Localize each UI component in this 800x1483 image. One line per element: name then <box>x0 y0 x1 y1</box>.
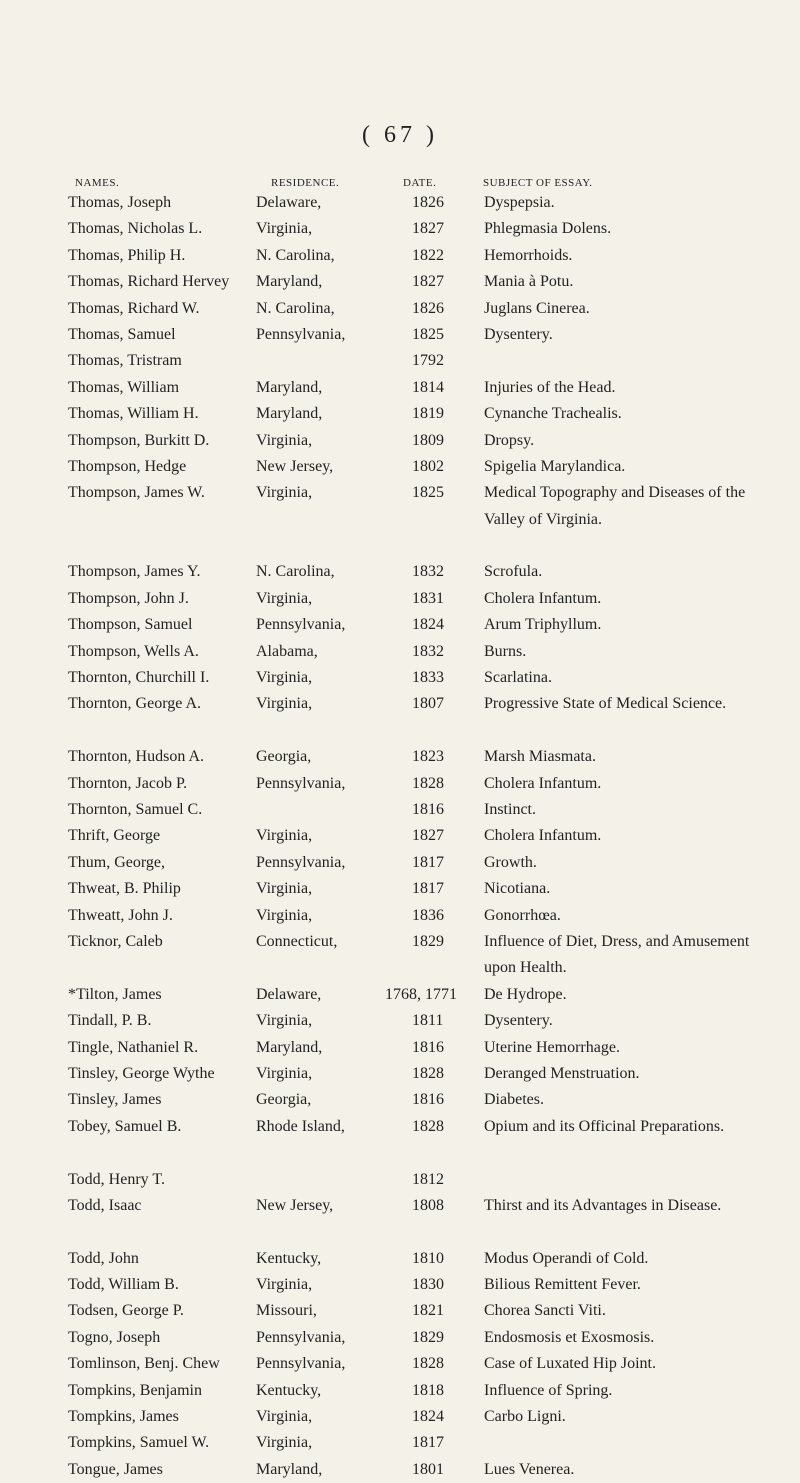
entry-subject: Uterine Hemorrhage. <box>484 1038 620 1056</box>
entry-name: Thweatt, John J. <box>68 906 173 924</box>
entry-residence: Virginia, <box>256 880 313 898</box>
entry-date: 1827 <box>412 273 444 291</box>
entry-name: *Tilton, James <box>68 985 162 1003</box>
table-row <box>0 1246 800 1272</box>
entry-residence: Virginia, <box>256 1434 313 1452</box>
header-date: DATE. <box>403 177 437 189</box>
entry-name: Thompson, James W. <box>68 484 205 502</box>
entry-date: 1831 <box>412 589 444 607</box>
entry-date: 1812 <box>412 1170 444 1188</box>
table-row <box>0 1193 800 1246</box>
entry-name: Tingle, Nathaniel R. <box>68 1038 199 1056</box>
entry-name: Tompkins, Benjamin <box>68 1381 202 1399</box>
page-number: ( 67 ) <box>362 122 438 148</box>
entry-residence: N. Carolina, <box>256 246 335 264</box>
entry-date: 1828 <box>412 1355 444 1373</box>
entry-residence: Virginia, <box>256 220 313 238</box>
entry-residence: Virginia, <box>256 589 313 607</box>
table-row <box>0 586 800 612</box>
entry-date: 1801 <box>412 1460 444 1478</box>
entry-residence: Virginia, <box>256 906 313 924</box>
table-row <box>0 1061 800 1087</box>
table-row <box>0 322 800 348</box>
entry-date: 1808 <box>412 1196 444 1214</box>
entry-name: Tomlinson, Benj. Chew <box>68 1355 220 1373</box>
entry-subject: Lues Venerea. <box>484 1460 575 1478</box>
table-row <box>0 639 800 665</box>
entry-residence: Virginia, <box>256 695 313 713</box>
table-row <box>0 1325 800 1351</box>
entry-name: Thompson, Samuel <box>68 616 193 634</box>
table-row <box>0 691 800 744</box>
entry-subject: Cynanche Trachealis. <box>484 405 622 423</box>
table-row <box>0 348 800 374</box>
header-names: NAMES. <box>75 177 120 189</box>
entry-name: Thomas, Philip H. <box>68 246 186 264</box>
entry-residence: New Jersey, <box>256 1196 334 1214</box>
entry-subject: Bilious Remittent Fever. <box>484 1276 641 1294</box>
table-row <box>0 559 800 585</box>
entry-date: 1832 <box>412 642 444 660</box>
entry-name: Ticknor, Caleb <box>68 932 163 950</box>
entry-date: 1832 <box>412 563 444 581</box>
entry-subject: Carbo Ligni. <box>484 1408 566 1426</box>
entry-subject: Arum Triphyllum. <box>484 616 602 634</box>
entry-name: Thornton, Samuel C. <box>68 801 203 819</box>
entry-name: Tinsley, George Wythe <box>68 1064 215 1082</box>
entry-date: 1826 <box>412 194 444 211</box>
entry-date: 1825 <box>412 325 444 343</box>
entry-subject: Mania à Potu. <box>484 273 574 291</box>
table-row <box>0 1430 800 1456</box>
entry-subject: Growth. <box>484 853 537 871</box>
entry-subject: Opium and its Officinal Preparations. <box>484 1117 725 1135</box>
table-row <box>0 243 800 269</box>
entry-date: 1817 <box>412 1434 444 1452</box>
table-row <box>0 428 800 454</box>
entry-residence: Pennsylvania, <box>256 616 346 634</box>
entry-subject: Endosmosis et Exosmosis. <box>484 1328 655 1346</box>
entry-name: Tobey, Samuel B. <box>68 1117 182 1135</box>
entry-subject: Deranged Menstruation. <box>484 1064 640 1082</box>
entry-subject: Cholera Infantum. <box>484 589 602 607</box>
entry-subject: Dysentery. <box>484 325 553 343</box>
entry-residence: N. Carolina, <box>256 299 335 317</box>
table-row <box>0 480 800 559</box>
entry-residence: Virginia, <box>256 1012 313 1030</box>
entry-subject: Dyspepsia. <box>484 194 555 211</box>
entry-date: 1824 <box>412 616 444 634</box>
entry-residence: Rhode Island, <box>256 1117 345 1135</box>
table-row <box>0 1457 800 1483</box>
table-row <box>0 1351 800 1377</box>
table-row <box>0 1087 800 1113</box>
entry-date: 1816 <box>412 1038 444 1056</box>
entry-date: 1792 <box>412 352 444 370</box>
entry-subject: Thirst and its Advantages in Disease. <box>484 1196 722 1214</box>
entry-subject: Spigelia Marylandica. <box>484 457 626 475</box>
table-row <box>0 1272 800 1298</box>
entry-name: Thomas, Joseph <box>68 194 172 211</box>
entry-subject: Dysentery. <box>484 1012 553 1030</box>
table-row <box>0 1378 800 1404</box>
entry-name: Thomas, Richard Hervey <box>68 273 230 291</box>
entry-residence: Maryland, <box>256 273 323 291</box>
entry-name: Thomas, Richard W. <box>68 299 200 317</box>
column-headers <box>0 177 800 191</box>
entry-residence: Kentucky, <box>256 1249 322 1267</box>
table-row <box>0 744 800 770</box>
entry-subject: Juglans Cinerea. <box>484 299 590 317</box>
entry-name: Thomas, Tristram <box>68 352 182 370</box>
entry-name: Thomas, Nicholas L. <box>68 220 203 238</box>
entry-date: 1823 <box>412 748 444 766</box>
entry-date: 1828 <box>412 1064 444 1082</box>
entry-residence: Missouri, <box>256 1302 317 1320</box>
entry-subject: Gonorrhœa. <box>484 906 561 924</box>
entry-date: 1811 <box>412 1012 444 1030</box>
header-residence: RESIDENCE. <box>271 177 340 189</box>
table-row <box>0 850 800 876</box>
entry-date: 1828 <box>412 774 444 792</box>
table-row <box>0 612 800 638</box>
entry-name: Thrift, George <box>68 827 161 845</box>
entry-subject: Diabetes. <box>484 1091 544 1109</box>
table-row <box>0 269 800 295</box>
table-row <box>0 1404 800 1430</box>
entry-date: 1807 <box>412 695 444 713</box>
entry-subject: Scarlatina. <box>484 669 552 687</box>
entry-subject: Cholera Infantum. <box>484 774 602 792</box>
entry-name: Thornton, Hudson A. <box>68 748 204 766</box>
entry-date: 1809 <box>412 431 444 449</box>
entry-name: Todd, Isaac <box>68 1196 142 1214</box>
table-row <box>0 1298 800 1324</box>
entry-date: 1810 <box>412 1249 444 1267</box>
entry-date: 1836 <box>412 906 444 924</box>
entry-name: Tindall, P. B. <box>68 1012 152 1030</box>
entry-name: Thornton, Churchill I. <box>68 669 210 687</box>
table-row <box>0 665 800 691</box>
entry-name: Thompson, Wells A. <box>68 642 199 660</box>
entry-name: Todsen, George P. <box>68 1302 184 1320</box>
entry-date: 1825 <box>412 484 444 502</box>
entry-date: 1817 <box>412 853 444 871</box>
entry-subject: Influence of Diet, Dress, and Amusement upon Health. <box>484 932 750 977</box>
entry-residence: Georgia, <box>256 748 312 766</box>
entry-residence: Connecticut, <box>256 932 338 950</box>
entry-residence: Pennsylvania, <box>256 325 346 343</box>
entry-residence: Pennsylvania, <box>256 774 346 792</box>
table-row <box>0 401 800 427</box>
table-row <box>0 771 800 797</box>
entry-residence: Virginia, <box>256 484 313 502</box>
entry-date: 1833 <box>412 669 444 687</box>
entry-residence: Virginia, <box>256 1276 313 1294</box>
entry-subject: Instinct. <box>484 801 536 819</box>
entry-date: 1828 <box>412 1117 444 1135</box>
entry-residence: Virginia, <box>256 827 313 845</box>
entry-name: Tinsley, James <box>68 1091 162 1109</box>
header-subject: SUBJECT OF ESSAY. <box>483 177 593 189</box>
entry-residence: Alabama, <box>256 642 318 660</box>
table-row <box>0 296 800 322</box>
entry-date: 1802 <box>412 457 444 475</box>
entry-date: 1816 <box>412 801 444 819</box>
entry-name: Todd, Henry T. <box>68 1170 165 1188</box>
entry-subject: Medical Topography and Diseases of the Valley of Virginia. <box>484 484 746 528</box>
entry-residence: Maryland, <box>256 378 323 396</box>
entry-date: 1818 <box>412 1381 444 1399</box>
entry-residence: Pennsylvania, <box>256 1328 346 1346</box>
table-row <box>0 1035 800 1061</box>
entry-residence: N. Carolina, <box>256 563 335 581</box>
entry-name: Thompson, Hedge <box>68 457 187 475</box>
entry-residence: Pennsylvania, <box>256 853 346 871</box>
entry-subject: Cholera Infantum. <box>484 827 602 845</box>
entry-date: 1827 <box>412 827 444 845</box>
entry-residence: Maryland, <box>256 1038 323 1056</box>
entry-name: Tompkins, Samuel W. <box>68 1434 210 1452</box>
entry-date: 1826 <box>412 299 444 317</box>
entry-residence: Maryland, <box>256 405 323 423</box>
entry-residence: Delaware, <box>256 985 322 1003</box>
entry-name: Thweat, B. Philip <box>68 880 181 898</box>
entry-subject: Hemorrhoids. <box>484 246 573 264</box>
entry-name: Thompson, John J. <box>68 589 189 607</box>
entry-name: Thomas, William H. <box>68 405 199 423</box>
entry-date: 1814 <box>412 378 444 396</box>
table-row <box>0 375 800 401</box>
entry-name: Thomas, Samuel <box>68 325 176 343</box>
entry-subject: Burns. <box>484 642 527 660</box>
table-row <box>0 982 800 1008</box>
entry-date: 1829 <box>412 932 444 950</box>
entry-date: 1817 <box>412 880 444 898</box>
entry-subject: Marsh Miasmata. <box>484 748 596 766</box>
entry-date: 1824 <box>412 1408 444 1426</box>
entry-subject: Progressive State of Medical Science. <box>484 695 727 713</box>
entry-date: 1830 <box>412 1276 444 1294</box>
entry-residence: Virginia, <box>256 669 313 687</box>
entry-date: 1821 <box>412 1302 444 1320</box>
entry-residence: Kentucky, <box>256 1381 322 1399</box>
entry-date: 1827 <box>412 220 444 238</box>
entry-name: Thornton, Jacob P. <box>68 774 188 792</box>
entry-name: Tongue, James <box>68 1460 163 1478</box>
entry-name: Todd, John <box>68 1249 139 1267</box>
table-row <box>0 876 800 902</box>
entry-name: Thompson, James Y. <box>68 563 201 581</box>
entry-name: Thomas, William <box>68 378 180 396</box>
entry-residence: Virginia, <box>256 431 313 449</box>
entry-subject: Influence of Spring. <box>484 1381 613 1399</box>
table-row <box>0 454 800 480</box>
table-row <box>0 1114 800 1167</box>
entry-residence: Virginia, <box>256 1408 313 1426</box>
table-row <box>0 797 800 823</box>
table-row <box>0 903 800 929</box>
entry-subject: Modus Operandi of Cold. <box>484 1249 649 1267</box>
entry-subject: De Hydrope. <box>484 985 567 1003</box>
entry-subject: Dropsy. <box>484 431 535 449</box>
entry-residence: New Jersey, <box>256 457 334 475</box>
table-row <box>0 1167 800 1193</box>
entry-date: 1829 <box>412 1328 444 1346</box>
entry-name: Tompkins, James <box>68 1408 179 1426</box>
table-row <box>0 1008 800 1034</box>
entry-residence: Pennsylvania, <box>256 1355 346 1373</box>
table-row <box>0 216 800 242</box>
table-row <box>0 929 800 982</box>
entry-subject: Chorea Sancti Viti. <box>484 1302 606 1320</box>
entry-residence: Maryland, <box>256 1460 323 1478</box>
entries-list <box>0 190 800 1483</box>
entry-subject: Scrofula. <box>484 563 543 581</box>
entry-residence: Georgia, <box>256 1091 312 1109</box>
entry-name: Thompson, Burkitt D. <box>68 431 210 449</box>
entry-date: 1819 <box>412 405 444 423</box>
entry-subject: Injuries of the Head. <box>484 378 616 396</box>
entry-residence: Virginia, <box>256 1064 313 1082</box>
table-row <box>0 823 800 849</box>
entry-name: Togno, Joseph <box>68 1328 161 1346</box>
entry-subject: Nicotiana. <box>484 880 551 898</box>
entry-date: 1768, 1771 <box>385 985 457 1003</box>
entry-date: 1822 <box>412 246 444 264</box>
entry-subject: Phlegmasia Dolens. <box>484 220 612 238</box>
entry-name: Thum, George, <box>68 853 166 871</box>
entry-residence: Delaware, <box>256 194 322 211</box>
entry-name: Thornton, George A. <box>68 695 202 713</box>
table-row <box>0 190 800 216</box>
entry-date: 1816 <box>412 1091 444 1109</box>
entry-name: Todd, William B. <box>68 1276 179 1294</box>
entry-subject: Case of Luxated Hip Joint. <box>484 1355 656 1373</box>
